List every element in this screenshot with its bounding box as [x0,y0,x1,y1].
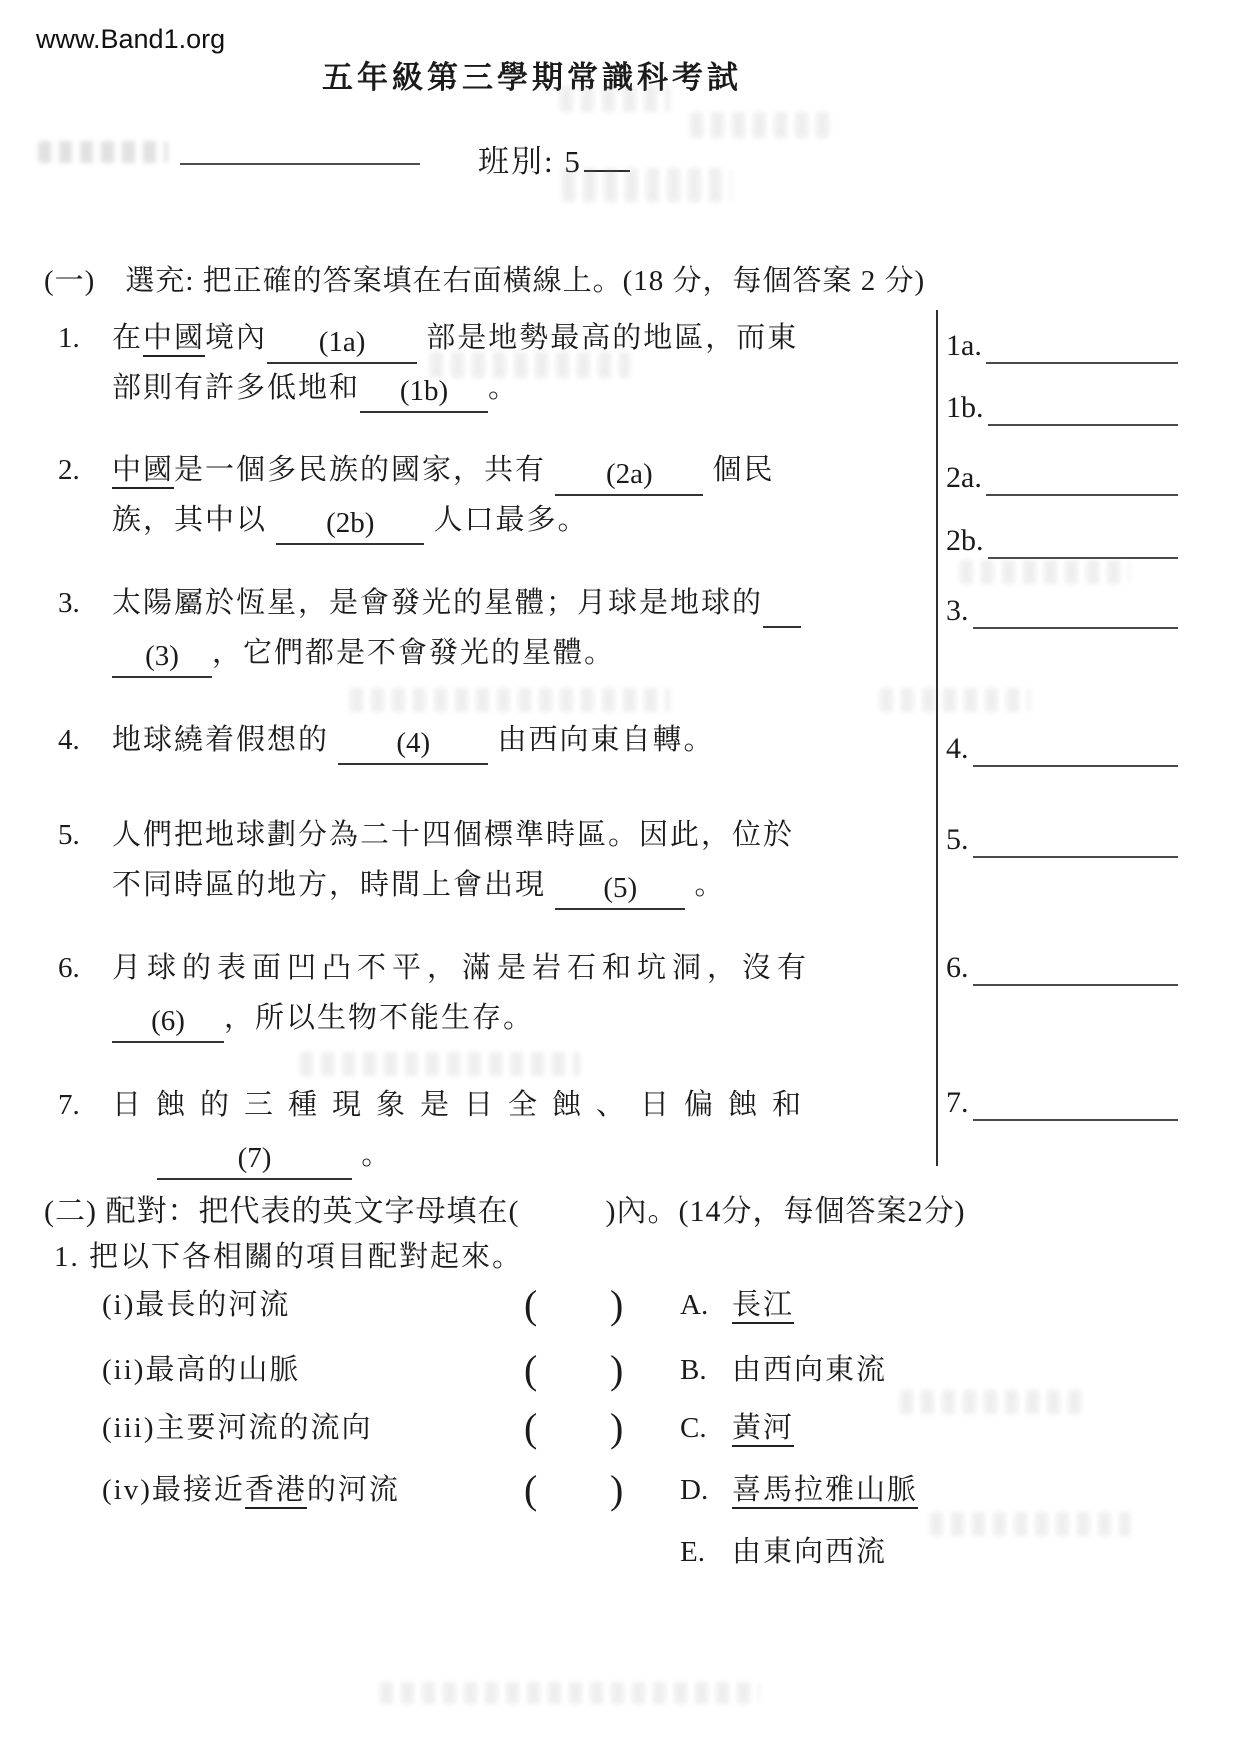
answer-slot-label: 3. [946,594,969,627]
question-item [58,1080,858,1180]
section2-subheading: 1. 把以下各相關的項目配對起來。 [54,1241,524,1273]
answer-paren-open: ( [524,1347,538,1392]
question-line [112,628,858,678]
matching-item-text [102,1405,373,1451]
question-text-segment: 不同時區的地方，時間上會出現 [112,869,556,901]
answer-paren-open: ( [524,1467,538,1512]
answer-slot-label: 1a. [946,329,982,362]
question-item [58,810,858,910]
answer-blank-line [973,822,1179,858]
question-number: 4. [58,724,80,756]
question-line [112,1080,858,1130]
question-text [112,1080,858,1180]
scan-bleed-artifact [560,86,670,112]
answer-slot [946,820,1178,858]
answer-slot-label: 6. [946,951,969,984]
option-text [732,1529,887,1575]
question-line [112,810,858,860]
question-text [112,445,858,545]
question-text-segment: 。 [352,1139,393,1171]
question-text-segment: 部則有許多低地和 [112,372,361,404]
fill-in-blank-line [763,586,801,628]
fill-in-blank-line: (2a) [555,454,703,496]
scan-bleed-artifact [930,1512,1130,1536]
underlined-term: 香港 [245,1474,307,1509]
answer-blank-line [986,460,1178,496]
fill-in-blank-line: (4) [338,723,488,765]
question-line [112,860,858,910]
question-text-segment: 由東向西流 [732,1536,888,1568]
answer-blank-line [973,1085,1179,1121]
answer-slot [946,729,1178,767]
question-text-segment: 部是地勢最高的地區，而東 [417,322,799,354]
question-text-segment: 地球繞着假想的 [112,724,339,756]
scan-bleed-artifact [380,1682,760,1704]
question-text-segment: 在 [112,322,144,354]
class-label: 班別: 5 [478,144,582,179]
answer-paren-open: ( [524,1282,538,1327]
section2-heading-suffix: )內。(14分，每個答案2分) [605,1195,966,1228]
question-text-segment: 人口最多。 [424,504,589,536]
scan-bleed-artifact [350,688,670,712]
question-item [58,445,858,545]
answer-slot-label: 7. [946,1086,969,1119]
question-item [58,943,858,1043]
question-number: 7. [58,1089,80,1121]
scan-bleed-artifact [960,560,1130,584]
question-text [112,578,858,678]
section2-heading [44,1186,965,1230]
answer-slot [946,326,1178,364]
question-text-segment: 。 [488,372,520,404]
name-blank-line [180,163,420,165]
scan-bleed-artifact [880,688,1030,712]
question-number: 1. [58,322,80,354]
scan-bleed-artifact [38,141,168,163]
answer-blank-line [986,328,1178,364]
fill-in-blank-line: (3) [112,636,212,678]
option-letter: E. [680,1536,705,1568]
question-text-segment: 的河流 [306,1474,400,1506]
answer-paren-close: ) [610,1405,624,1450]
answer-slot [946,521,1178,559]
scan-bleed-artifact [300,1052,580,1076]
fill-in-blank-line: (5) [555,868,685,910]
fill-in-blank-line: (7) [157,1138,352,1180]
question-number: 2. [58,454,80,486]
question-line [112,993,858,1043]
question-number: 5. [58,819,80,851]
option-text [732,1282,794,1328]
answer-blank-line [988,523,1179,559]
question-text [112,943,858,1043]
question-text-segment: ，所以生物不能生存。 [224,1002,535,1034]
question-number: 3. [58,587,80,619]
option-letter: A. [680,1289,709,1321]
question-text-segment: (iii)主要河流的流向 [102,1412,373,1444]
matching-row [0,1467,1240,1513]
question-line [112,1130,858,1180]
matching-item-text [102,1347,300,1393]
page-title: 五年級第三學期常識科考試 [322,60,742,95]
question-text-segment: 太陽屬於恆星，是會發光的星體；月球是地球的 [112,587,764,619]
option-letter: D. [680,1474,709,1506]
question-line [112,495,858,545]
question-line [112,445,858,495]
answer-paren-close: ) [610,1347,624,1392]
fill-in-blank-line: (1b) [360,371,488,413]
question-item [58,578,858,678]
answer-paren-close: ) [610,1467,624,1512]
question-text [112,715,858,765]
underlined-term: 長江 [732,1289,794,1324]
answer-slot-label: 2a. [946,461,982,494]
question-line [112,943,858,993]
question-text-segment: 由西向東自轉。 [488,724,715,756]
scan-bleed-artifact [562,168,732,202]
question-text [112,810,858,910]
underlined-term: 中國 [112,454,174,489]
question-text-segment: ，它們都是不會發光的星體。 [212,637,616,669]
question-text-segment: 。 [685,869,726,901]
option-letter: C. [680,1412,707,1444]
answer-blank-line [973,731,1179,767]
answer-slot [946,458,1178,496]
question-text-segment: (ii)最高的山脈 [102,1354,301,1386]
section1-heading: (一) 選充: 把正確的答案填在右面橫線上。(18 分，每個答案 2 分) [44,265,926,297]
matching-row [0,1282,1240,1328]
matching-row [0,1347,1240,1393]
question-text-segment: 族，其中以 [112,504,277,536]
scan-bleed-artifact [690,112,830,138]
matching-item-text [102,1282,290,1328]
watermark-text: www.Band1.org [36,24,226,54]
question-text-segment: 由西向東流 [732,1354,888,1386]
answer-blank-line [973,950,1179,986]
answer-slot [946,948,1178,986]
underlined-term: 喜馬拉雅山脈 [732,1474,918,1509]
fill-in-blank-line: (1a) [267,322,417,364]
answer-slot-label: 4. [946,732,969,765]
question-text-segment: (iv)最接近 [102,1474,245,1506]
fill-in-blank-line: (2b) [276,503,424,545]
answer-slot-label: 1b. [946,391,984,424]
answer-slot [946,388,1178,426]
question-text-segment: (i)最長的河流 [102,1289,291,1321]
question-text-segment: 是一個多民族的國家，共有 [174,454,556,486]
option-letter: B. [680,1354,707,1386]
section2-heading-prefix: (二) 配對：把代表的英文字母填在( [44,1195,520,1228]
question-item [58,715,858,765]
matching-item-text [102,1467,400,1513]
option-text [732,1467,918,1513]
underlined-term: 中國 [143,322,205,357]
question-text-segment: 人們把地球劃分為二十四個標準時區。因此，位於 [112,819,795,851]
answer-column-divider [936,310,938,1166]
question-text-segment: 月球的表面凹凸不平，滿是岩石和坑洞，沒有 [112,952,813,984]
answer-blank-line [973,593,1179,629]
answer-slot [946,1083,1178,1121]
option-text [732,1347,887,1393]
answer-slot-label: 2b. [946,524,984,557]
scan-bleed-artifact [430,352,630,378]
answer-paren-open: ( [524,1405,538,1450]
underlined-term: 黃河 [732,1412,794,1447]
question-number: 6. [58,952,80,984]
option-text [732,1405,794,1451]
question-line [112,578,858,628]
question-text-segment: 境內 [205,322,268,354]
answer-paren-close: ) [610,1282,624,1327]
answer-blank-line [988,390,1179,426]
scan-bleed-artifact [900,1390,1085,1414]
fill-in-blank-line: (6) [112,1001,224,1043]
question-line [112,715,858,765]
answer-slot-label: 5. [946,823,969,856]
question-text-segment: 日蝕的三種現象是日全蝕、日偏蝕和 [112,1089,817,1121]
question-text-segment: 個民 [703,454,775,486]
answer-slot [946,591,1178,629]
